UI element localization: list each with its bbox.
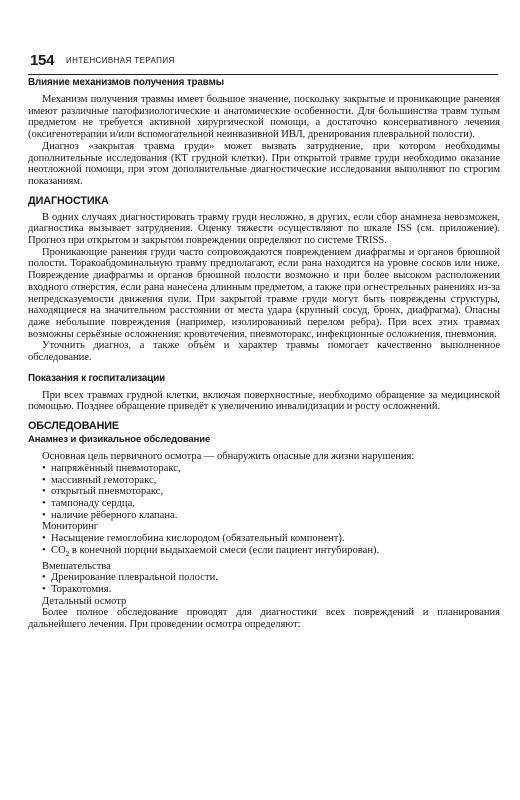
bullet-icon: • <box>42 509 46 521</box>
bullet-icon: • <box>42 486 46 498</box>
bullet-icon: • <box>42 572 46 584</box>
page-header <box>28 52 498 75</box>
paragraph: Механизм получения травмы имеет большое значение, поскольку закрытые и проникающие ранения имеют различные патофизиологические и анатомические особенности. Для большинства травм тупым предметом не требуется активной хирургической помощи, а достаточно консервативного лечения (оксигенотерапии и/или вспомогательной неинвазивной ИВЛ, дренирования плевральной полости). <box>28 94 500 141</box>
list-item: • массивный гемоторакс, <box>42 474 157 486</box>
list-item: • $СО_2$ в конечной порции выдыхаемой смеси (если пациент интубирован). <box>42 544 380 558</box>
page-body <box>28 76 500 631</box>
list-label-detailed: Детальный осмотр <box>42 595 127 607</box>
bullet-icon: • <box>42 544 46 556</box>
running-head: ИНТЕНСИВНАЯ ТЕРАПИЯ <box>66 56 175 65</box>
subsection-heading-anamnesis: Анамнез и физикальное обследование <box>28 434 211 446</box>
paragraph: При всех травмах грудной клетки, включая поверхностные, необходимо обращение за медицинской помощью. Позднее обращение приведёт к увеличению инвалидизации и росту осложнений. <box>28 389 500 413</box>
list-item: • открытый пневмоторакс, <box>42 486 164 498</box>
bullet-icon: • <box>42 474 46 486</box>
list-item: • Дренирование плевральной полости. <box>42 572 218 584</box>
list-label-monitoring: Мониторинг <box>42 521 99 533</box>
paragraph: В одних случаях диагностировать травму груди несложно, в других, если сбор анамнеза невозможен, диагностика вызывает затруднения. Оценку тяжести осуществляют по шкале ISS (см. приложение). Прогноз при открытом и закрытом повреждении определяют по системе TRISS. <box>28 211 500 247</box>
bullet-icon: • <box>42 497 46 509</box>
list-item: • напряжённый пневмоторакс, <box>42 462 181 474</box>
section-heading-diagnostics: ДИАГНОСТИКА <box>28 194 109 207</box>
paragraph: Более полное обследование проводят для диагностики всех повреждений и планирования дальнейшего лечения. При проведении осмотра определяют: <box>28 607 500 631</box>
paragraph: Диагноз «закрытая травма груди» может вызвать затруднение, при котором необходимы дополнительные исследования (КТ грудной клетки). При открытой травме груди необходимо оказание неотложной помощи, при этом дополнительные диагностические исследования выполняют по строгим показаниям. <box>28 140 500 187</box>
section-heading-hospitalization: Показания к госпитализации <box>28 372 166 384</box>
page-number: 154 <box>30 52 55 69</box>
list-item: • наличие рёберного клапана. <box>42 509 178 521</box>
bullet-icon: • <box>42 533 46 545</box>
bullet-icon: • <box>42 462 46 474</box>
section-heading-trauma-mechanism: Влияние механизмов получения травмы <box>28 77 224 88</box>
list-item: • тампонаду сердца, <box>42 497 135 509</box>
paragraph: Основная цель первичного осмотра — обнаружить опасные для жизни нарушения: <box>42 451 415 463</box>
list-item: • Насыщение гемоглобина кислородом (обязательный компонент). <box>42 533 345 545</box>
paragraph: Проникающие ранения груди часто сопровождаются повреждением диафрагмы и органов брюшной полости. Торакоабдоминальную травму предполагают, если рана находится на уровне сосков или ниже. Повреждение диафрагмы и органов брюшной полости возможно и при более высоком расположении входного отверстия, если рана нанесена длинным предметом, а также при огнестрельных ранениях из-за непредсказуемости движения пули. При закрытой травме груди могут быть повреждены структуры, находящиеся на значительном расстоянии от места удара (крупный сосуд, бронх, диафрагма). Опасны даже небольшие повреждения (например, изолированный перелом ребра). При всех этих травмах возможны серьёзные осложнения: кровотечения, пневмоторакс, инфекционные осложнения, пневмония. <box>28 246 500 340</box>
section-heading-examination: ОБСЛЕДОВАНИЕ <box>28 420 120 433</box>
bullet-icon: • <box>42 584 46 596</box>
list-label-interventions: Вмешательства <box>42 560 111 572</box>
paragraph: Уточнить диагноз, а также объём и характер травмы помогает качественно выполненное обследование. <box>28 340 500 364</box>
list-item: • Торакотомия. <box>42 584 112 596</box>
